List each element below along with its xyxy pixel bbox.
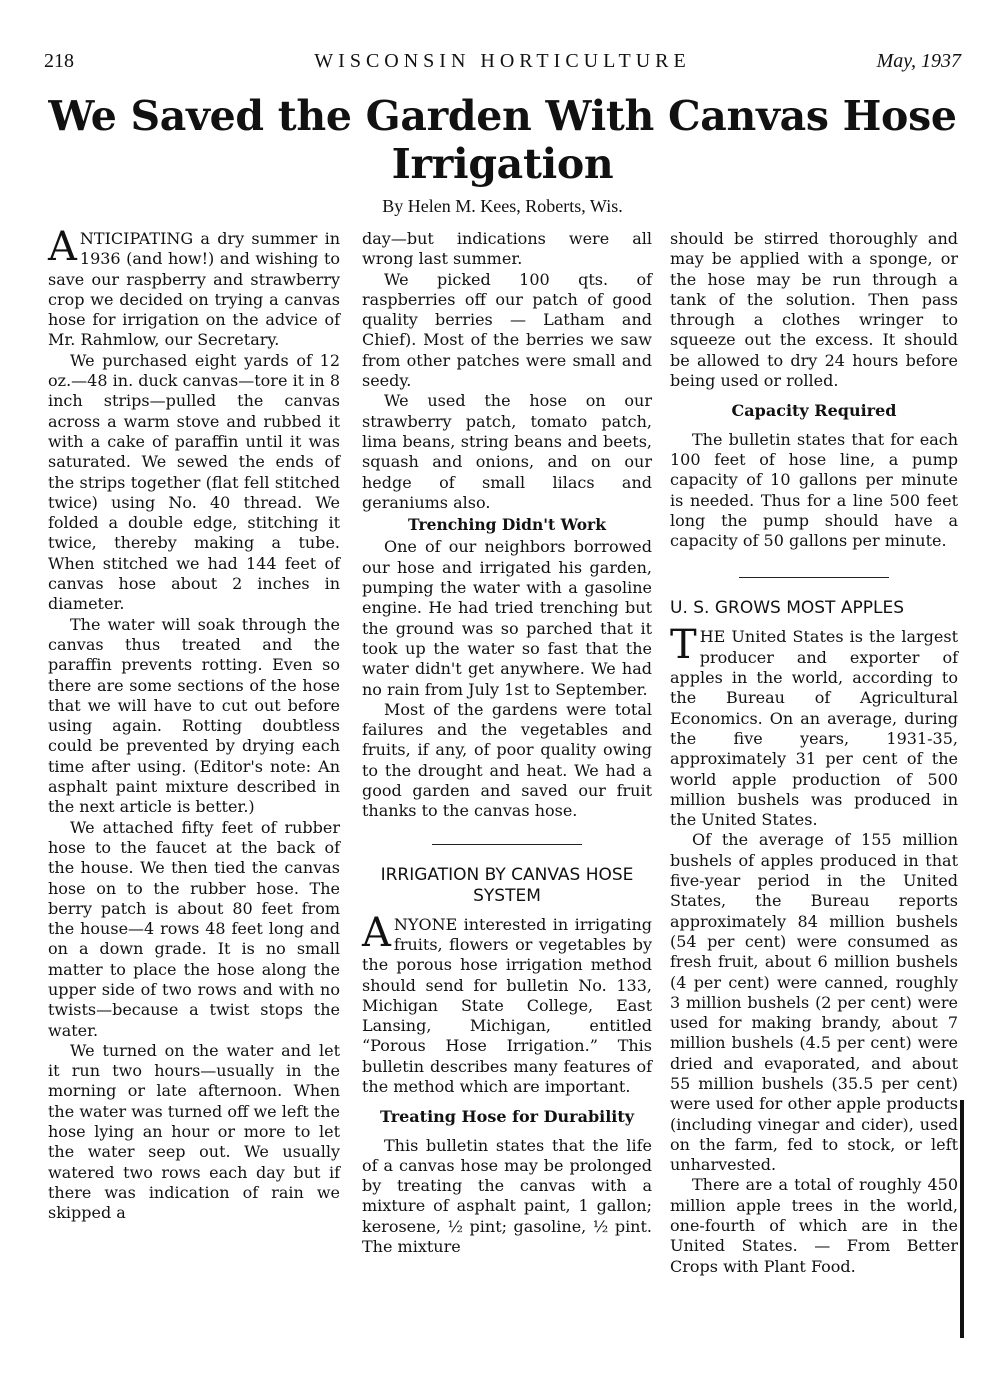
section-heading-apples: U. S. GROWS MOST APPLES xyxy=(670,598,904,619)
column-2 xyxy=(362,229,652,1257)
paragraph: We picked 100 qts. of raspberries off our patch of good quality berries — Latham and Chief). Most of the berries we saw from other patches were small and seedy. xyxy=(362,269,652,391)
section-heading-irrigation: IRRIGATION BY CANVAS HOSE SYSTEM xyxy=(380,864,634,906)
paragraph: We turned on the water and let it run two hours—usually in the morning or late afternoon. When the water was turned off we left the hose lying an hour or more to let the water seep out. We usually watered two rows each day but if there was indication of rain we skipped a xyxy=(48,1040,340,1223)
paragraph: ANYONE interested in irrigating fruits, flowers or vegetables by the porous hose irrigation method should send for bulletin No. 133, Michigan State College, East Lansing, Michigan, entitled “Porous Hose Irrigation.” This bulletin describes many features of the method which are important. xyxy=(362,909,652,1096)
subhead-treating: Treating Hose for Durability xyxy=(379,1107,635,1127)
margin-bar xyxy=(960,1100,964,1338)
paragraph: Most of the gardens were total failures and the vegetables and fruits, if any, of poor quality owing to the drought and heat. We had a good garden and saved our fruit thanks to the canvas hose. xyxy=(362,699,652,821)
running-header xyxy=(44,50,961,78)
title-line-1: We Saved the Garden With Canvas Hose xyxy=(48,92,957,140)
subhead-trenching: Trenching Didn't Work xyxy=(408,515,606,535)
paragraph: We purchased eight yards of 12 oz.—48 in. duck canvas—tore it in 8 inch strips—pulled the canvas across a warm stove and rubbed it with a cake of paraffin until it was saturated. We sewed the ends of the strips together (flat fell stitched twice) using No. 40 thread. We folded a double edge, stitching it twice, thereby making a tube. When stitched we had 144 feet of canvas hose about 2 inches in diameter. xyxy=(48,350,340,614)
paragraph: One of our neighbors borrowed our hose and irrigated his garden, pumping the water with a gasoline engine. He had tried trenching but the ground was so parched that it took up the water so fast that the water didn't get anywhere. We had no rain from July 1st to September. xyxy=(362,537,652,699)
paragraph: THE United States is the largest producer and exporter of apples in the world, according to the Bureau of Agricultural Economics. On an average, during the five years, 1931-35, approximately 31 per cent of the world apple production of 500 million bushels was produced in the United States. xyxy=(670,622,958,830)
title-line-2: Irrigation xyxy=(391,140,614,188)
article-title xyxy=(40,92,965,188)
column-3 xyxy=(670,229,958,1277)
paragraph-continued: should be stirred thoroughly and may be applied with a sponge, or the hose may be run through a tank of the solution. Then pass through a clothes wringer to squeeze out the excess. It should be allowed to dry 24 hours before being used or rolled. xyxy=(670,229,958,391)
byline: By Helen M. Kees, Roberts, Wis. xyxy=(382,196,623,216)
issue-date: May, 1937 xyxy=(876,50,961,72)
subhead-capacity: Capacity Required xyxy=(731,401,897,421)
paragraph: There are a total of roughly 450 million apple trees in the world, one-fourth of which are in the United States. — From Better Crops with Plant Food. xyxy=(670,1175,958,1276)
column-1 xyxy=(48,224,340,1224)
paragraph: We used the hose on our strawberry patch, tomato patch, lima beans, string beans and beets, squash and onions, and on our hedge of small lilacs and geraniums also. xyxy=(362,391,652,512)
paragraph: Of the average of 155 million bushels of apples produced in that five-year period in the United States, the Bureau reports approximately 84 million bushels (54 per cent) were consumed as fresh fruit, about 6 million bushels (4 per cent) were canned, roughly 3 million bushels (2 per cent) were used for making brandy, about 7 million bushels (4.5 per cent) were dried and evaporated, and about 55 million bushels (35.5 per cent) were used for other apple products (including vinegar and cider), used on the farm, fed to stock, or left unharvested. xyxy=(670,830,958,1175)
journal-title: WISCONSIN HORTICULTURE xyxy=(314,50,691,72)
paragraph-continued: day—but indications were all wrong last summer. xyxy=(362,229,652,269)
paragraph: This bulletin states that the life of a canvas hose may be prolonged by treating the canvas with a mixture of asphalt paint, 1 gallon; kerosene, ½ pint; gasoline, ½ pint. The mixture xyxy=(362,1135,652,1257)
paragraph: We attached fifty feet of rubber hose to the faucet at the back of the house. We then tied the canvas hose on to the rubber hose. The berry patch is about 80 feet from the house—4 rows 48 feet long and on a down grade. It is no small matter to place the hose along the upper side of two rows and with no twists—because a twist stops the water. xyxy=(48,817,340,1040)
paragraph: The water will soak through the canvas thus treated and the paraffin prevents rotting. Even so there are some sections of the hose that we will have to cut out before using again. Rotting doubtless could be prevented by drying each time after using. (Editor's note: An asphalt paint mixture described in the next article is better.) xyxy=(48,614,340,817)
paragraph: The bulletin states that for each 100 feet of hose line, a pump capacity of 10 gallons per minute is needed. Thus for a line 500 feet long the pump should have a capacity of 50 gallons per minute. xyxy=(670,429,958,551)
paragraph: ANTICIPATING a dry summer in 1936 (and how!) and wishing to save our raspberry and strawberry crop we decided on trying a canvas hose for irrigation on the advice of Mr. Rahmlow, our Secretary. xyxy=(48,224,340,350)
page-number: 218 xyxy=(44,50,74,72)
